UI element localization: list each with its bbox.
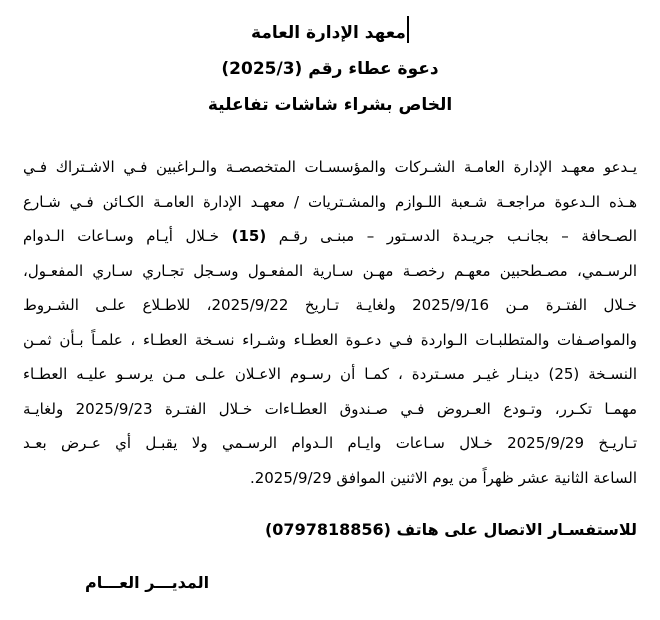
org-name-line: [0, 15, 660, 51]
body-text: هـذه الـدعوة مراجعـة شـعبة اللـوازم والمشـتريات / معهـد الإدارة العامـة الكـائن فـي شـارع: [23, 192, 637, 211]
body-text: الساعة الثانية عشر ظهراً من يوم الاثنين الموافق 2025/9/29.: [249, 468, 637, 487]
body-paragraph: [23, 150, 637, 495]
body-text: خـلال أيـام وسـاعات الـدوام: [23, 227, 232, 245]
body-text: الصـحافة – بجانـب جريـدة الدسـتور – مبنـى رقـم: [266, 227, 637, 245]
contact-line: [23, 517, 637, 543]
document-header: [0, 15, 660, 123]
body-text: النسـخة (25) دينـار غيـر مسـتردة ، كمـا أن رسـوم الاعـلان علـى مـن يرسـو عليـه العطـاء: [23, 365, 637, 383]
body-text: خـلال الفتـرة مـن 2025/9/16 ولغايـة تـاريخ 2025/9/22، للاطـلاع علـى الشـروط: [23, 296, 637, 314]
body-text: الرسـمي، مصـطحبين معهـم رخصـة مهـن سـارية المفعـول وسـجل تجـاري سـاري المفعـول،: [23, 261, 637, 280]
body-line: [23, 150, 637, 185]
tender-title: دعوة عطاء رقم (2025/3): [221, 59, 439, 79]
body-line: [23, 392, 637, 427]
tender-title-line: [0, 51, 660, 87]
text-cursor-caret: [407, 16, 409, 43]
body-text-bold: (15): [231, 227, 267, 245]
contact-text: للاستفسـار الاتصال على هاتف (0797818856): [264, 520, 637, 539]
body-line: [23, 461, 637, 496]
org-name: معهد الإدارة العامة: [251, 23, 406, 43]
signature-line: [0, 570, 660, 596]
body-text: والمواصـفات والمتطلبـات الـواردة فـي دعـوة العطـاء وشـراء نسـخة العطـاء ، علمـاً بـأن ثمـن: [23, 330, 637, 349]
body-text: يـدعو معهـد الإدارة العامـة الشـركات والمؤسسـات المتخصصـة والـراغبين فـي الاشـتراك فـي: [23, 158, 637, 176]
body-line: [23, 185, 637, 220]
body-line: [23, 323, 637, 358]
body-line: [23, 288, 637, 323]
tender-subject: الخاص بشراء شاشات تفاعلية: [207, 95, 453, 115]
body-line: [23, 254, 637, 289]
body-line: [23, 219, 637, 254]
tender-subject-line: [0, 87, 660, 123]
body-line: [23, 357, 637, 392]
body-text: مهمـا تكـرر، وتـودع العـروض فـي صـندوق العطـاءات خـلال الفتـرة 2025/9/23 ولغايـة: [23, 399, 637, 418]
body-text: تـاريـخ 2025/9/29 خـلال سـاعات وايـام الـدوام الرسـمي ولا يقبـل أي عـرض بعـد: [23, 434, 637, 452]
signature-text: المديـــر العـــام: [85, 573, 210, 592]
body-line: [23, 426, 637, 461]
